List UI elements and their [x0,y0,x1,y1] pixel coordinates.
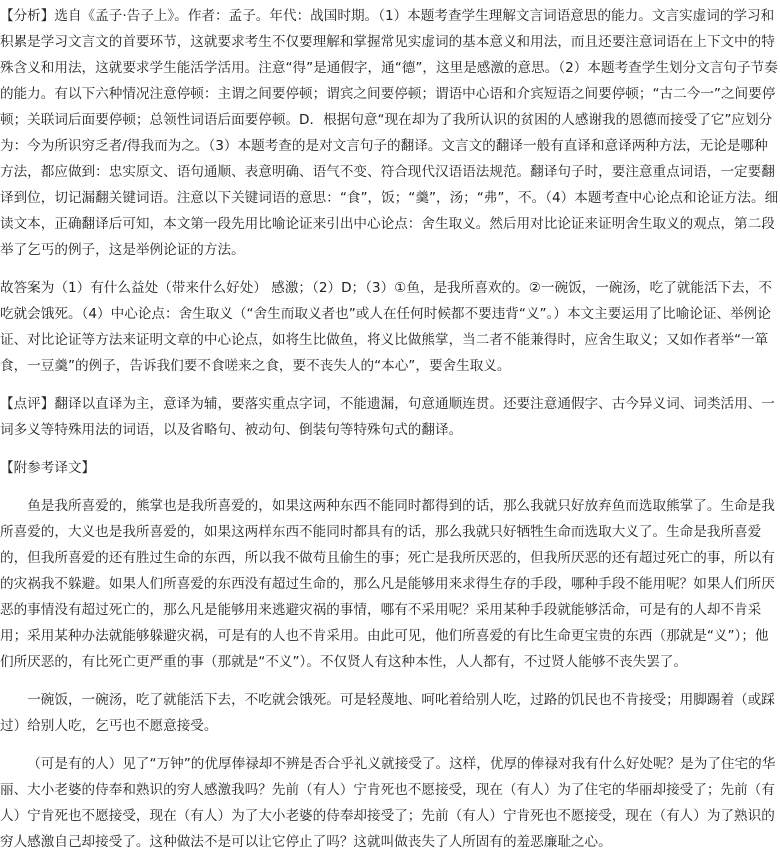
translation-paragraph-2: 一碗饭，一碗汤，吃了就能活下去，不吃就会饿死。可是轻蔑地、呵叱着给别人吃，过路的饥民也不肯接受；用脚踢着（或踩过）给别人吃，乞丐也不愿意接受。 [0,692,775,734]
answer-paragraph: 故答案为（1）有什么益处（带来什么好处） 感激；（2）D；（3）①鱼，是我所喜欢的。②一碗饭，一碗汤，吃了就能活下去，不吃就会饿死。（4）中心论点：舍生取义（“舍生而取义者也”或人在任何时候都不要违背“义”。）本文主要运用了比喻论证、举例论证、对比论证等方法来证明文章的中心论点，如将生比做鱼，将义比做熊掌，当二者不能兼得时，应舍生取义；又如作者举“一箪食，一豆羹”的例子，告诉我们要不食嗟来之食，要不丧失人的“本心”，要舍生取义。 [0,280,772,374]
comment-paragraph: 【点评】翻译以直译为主，意译为辅，要落实重点字词，不能遗漏，句意通顺连贯。还要注意通假字、古今异义词、词类活用、一词多义等特殊用法的词语，以及省略句、被动句、倒装句等特殊句式的翻译。 [0,396,775,438]
translation-paragraph-3: （可是有的人）见了“万钟”的优厚俸禄却不辨是否合乎礼义就接受了。这样，优厚的俸禄对我有什么好处呢？是为了住宅的华丽、大小老婆的侍奉和熟识的穷人感激我吗？先前（有人）宁肯死也不愿接受，现在（有人）为了住宅的华丽却接受了；先前（有人）宁肯死也不愿接受，现在（有人）为了大小老婆的侍奉却接受了；先前（有人）宁肯死也不愿接受，现在（有人）为了熟识的穷人感激自己却接受了。这种做法不是可以让它停止了吗？这就叫做丧失了人所固有的羞恶廉耻之心。 [0,756,776,850]
translation-heading: 【附参考译文】 [0,460,96,476]
analysis-paragraph: 【分析】选自《孟子·告子上》。作者：孟子。年代：战国时期。（1）本题考查学生理解文言词语意思的能力。文言实虚词的学习和积累是学习文言文的首要环节，这就要求考生不仅要理解和掌握常见实虚词的基本意义和用法，而且还要注意词语在上下文中的特殊含义和用法，这就要求学生能活学活用。注意“得”是通假字，通“德”，这里是感激的意思。（2）本题考查学生划分文言句子节奏的能力。有以下六种情况注意停顿：主谓之间要停顿；谓宾之间要停顿；谓语中心语和介宾短语之间要停顿；“古二今一”之间要停顿；关联词后面要停顿；总领性词语后面要停顿。D．根据句意“现在却为了我所认识的贫困的人感谢我的恩德而接受了它”应划分为：今为所识穷乏者/得我而为之。（3）本题考查的是对文言句子的翻译。文言文的翻译一般有直译和意译两种方法，无论是哪种方法，都应做到：忠实原文、语句通顺、表意明确、语气不变、符合现代汉语语法规范。翻译句子时，要注意重点词语，一定要翻译到位，切记漏翻关键词语。注意以下关键词语的意思：“食”，饭；“羹”，汤；“弗”，不。（4）本题考查中心论点和论证方法。细读文本，正确翻译后可知，本文第一段先用比喻论证来引出中心论点：舍生取义。然后用对比论证来证明舍生取义的观点，第二段举了乞丐的例子，这是举例论证的方法。 [0,8,779,258]
translation-paragraph-1: 鱼是我所喜爱的，熊掌也是我所喜爱的，如果这两种东西不能同时都得到的话，那么我就只好放弃鱼而选取熊掌了。生命是我所喜爱的，大义也是我所喜爱的，如果这两样东西不能同时都具有的话，那么我就只好牺牲生命而选取大义了。生命是我所喜爱的，但我所喜爱的还有胜过生命的东西，所以我不做苟且偷生的事；死亡是我所厌恶的，但我所厌恶的还有超过死亡的事，所以有的灾祸我不躲避。如果人们所喜爱的东西没有超过生命的，那么凡是能够用来求得生存的手段，哪种手段不能用呢？如果人们所厌恶的事情没有超过死亡的，那么凡是能够用来逃避灾祸的事情，哪有不采用呢？采用某种手段就能够活命，可是有的人却不肯采用；采用某种办法就能够躲避灾祸，可是有的人也不肯采用。由此可见，他们所喜爱的有比生命更宝贵的东西（那就是“义”）；他们所厌恶的，有比死亡更严重的事（那就是“不义”）。不仅贤人有这种本性，人人都有，不过贤人能够不丧失罢了。 [0,498,775,670]
